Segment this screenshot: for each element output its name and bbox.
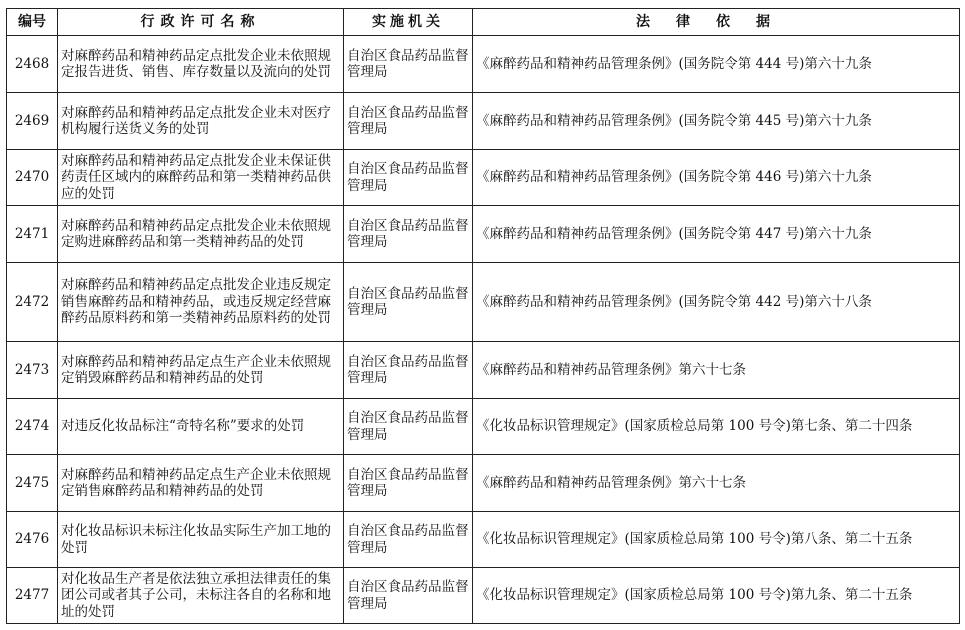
header-num: 编号 <box>7 9 58 36</box>
row-law: 《麻醉药品和精神药品管理条例》(国务院令第 445 号)第六十九条 <box>473 93 960 150</box>
row-agency: 自治区食品药品监督管理局 <box>344 512 473 568</box>
row-num: 2473 <box>7 342 58 399</box>
row-num: 2474 <box>7 399 58 455</box>
row-agency: 自治区食品药品监督管理局 <box>344 263 473 342</box>
table-row <box>7 512 960 568</box>
row-item: 对麻醉药品和精神药品定点批发企业未依照规定报告进货、销售、库存数量以及流向的处罚 <box>58 36 344 93</box>
table-row <box>7 342 960 399</box>
row-law: 《麻醉药品和精神药品管理条例》(国务院令第 444 号)第六十九条 <box>473 36 960 93</box>
table-row <box>7 36 960 93</box>
row-agency: 自治区食品药品监督管理局 <box>344 399 473 455</box>
table-row <box>7 263 960 342</box>
row-num: 2477 <box>7 568 58 624</box>
row-item: 对化妆品生产者是依法独立承担法律责任的集团公司或者其子公司，未标注各自的名称和地址的处罚 <box>58 568 344 624</box>
row-item: 对麻醉药品和精神药品定点生产企业未依照规定销售麻醉药品和精神药品的处罚 <box>58 455 344 512</box>
row-item: 对麻醉药品和精神药品定点批发企业未对医疗机构履行送货义务的处罚 <box>58 93 344 150</box>
row-law: 《麻醉药品和精神药品管理条例》(国务院令第 442 号)第六十八条 <box>473 263 960 342</box>
row-item: 对违反化妆品标注“奇特名称”要求的处罚 <box>58 399 344 455</box>
row-agency: 自治区食品药品监督管理局 <box>344 455 473 512</box>
row-num: 2470 <box>7 150 58 206</box>
row-law: 《化妆品标识管理规定》(国家质检总局第 100 号令)第八条、第二十五条 <box>473 512 960 568</box>
table-row <box>7 399 960 455</box>
row-law: 《化妆品标识管理规定》(国家质检总局第 100 号令)第七条、第二十四条 <box>473 399 960 455</box>
header-item: 行政许可名称 <box>58 9 344 36</box>
row-agency: 自治区食品药品监督管理局 <box>344 206 473 263</box>
row-item: 对麻醉药品和精神药品定点批发企业违反规定销售麻醉药品和精神药品，或违反规定经营麻醉药品原料药和第一类精神药品原料药的处罚 <box>58 263 344 342</box>
permits-table <box>6 8 960 624</box>
row-num: 2469 <box>7 93 58 150</box>
header-law: 法律依据 <box>473 9 960 36</box>
row-law: 《化妆品标识管理规定》(国家质检总局第 100 号令)第九条、第二十五条 <box>473 568 960 624</box>
table-row <box>7 455 960 512</box>
permits-sheet <box>6 8 960 624</box>
row-agency: 自治区食品药品监督管理局 <box>344 93 473 150</box>
row-agency: 自治区食品药品监督管理局 <box>344 36 473 93</box>
table-row <box>7 568 960 624</box>
table-row <box>7 150 960 206</box>
row-law: 《麻醉药品和精神药品管理条例》第六十七条 <box>473 342 960 399</box>
table-row <box>7 206 960 263</box>
row-item: 对麻醉药品和精神药品定点生产企业未依照规定销毁麻醉药品和精神药品的处罚 <box>58 342 344 399</box>
row-item: 对化妆品标识未标注化妆品实际生产加工地的处罚 <box>58 512 344 568</box>
row-law: 《麻醉药品和精神药品管理条例》第六十七条 <box>473 455 960 512</box>
row-num: 2476 <box>7 512 58 568</box>
row-item: 对麻醉药品和精神药品定点批发企业未依照规定购进麻醉药品和第一类精神药品的处罚 <box>58 206 344 263</box>
row-agency: 自治区食品药品监督管理局 <box>344 342 473 399</box>
row-num: 2471 <box>7 206 58 263</box>
row-item: 对麻醉药品和精神药品定点批发企业未保证供药责任区域内的麻醉药品和第一类精神药品供应的处罚 <box>58 150 344 206</box>
row-law: 《麻醉药品和精神药品管理条例》(国务院令第 447 号)第六十九条 <box>473 206 960 263</box>
row-num: 2468 <box>7 36 58 93</box>
row-num: 2472 <box>7 263 58 342</box>
row-law: 《麻醉药品和精神药品管理条例》(国务院令第 446 号)第六十九条 <box>473 150 960 206</box>
header-agency: 实施机关 <box>344 9 473 36</box>
table-row <box>7 93 960 150</box>
row-agency: 自治区食品药品监督管理局 <box>344 150 473 206</box>
header-row <box>7 9 960 36</box>
row-num: 2475 <box>7 455 58 512</box>
row-agency: 自治区食品药品监督管理局 <box>344 568 473 624</box>
